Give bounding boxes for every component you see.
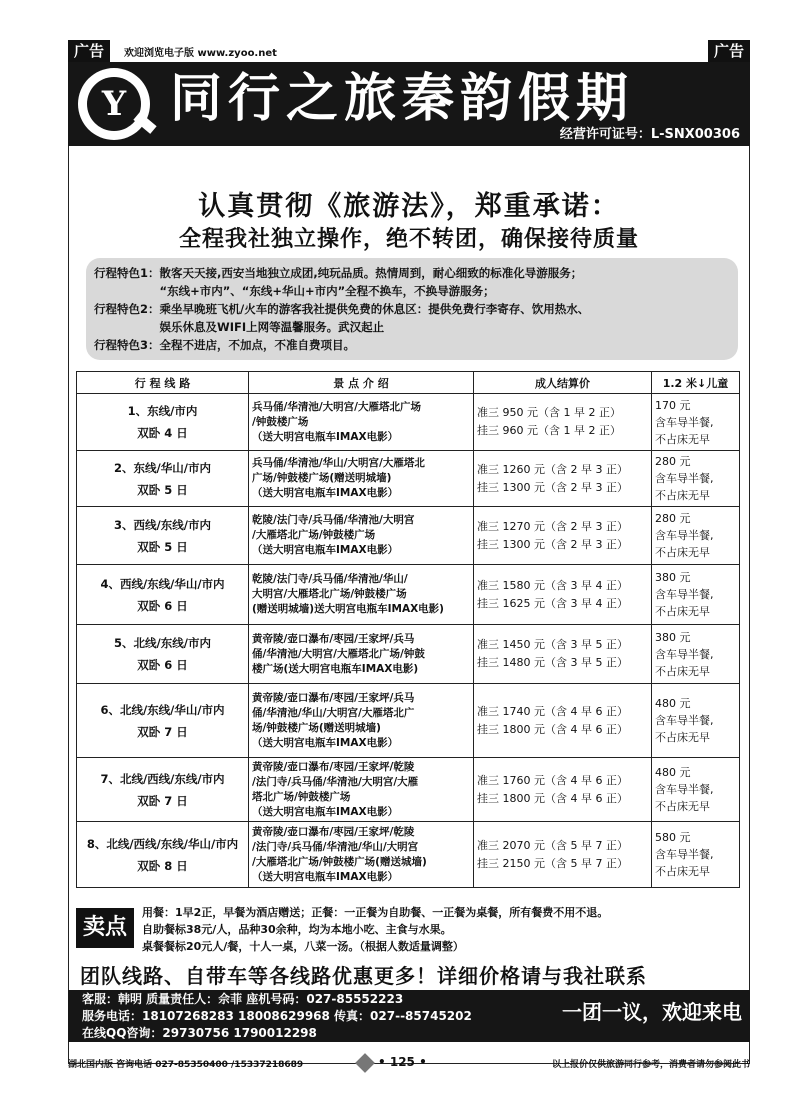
price-cell bbox=[474, 758, 652, 822]
price-line: 准三 950 元（含 1 早 2 正） bbox=[477, 406, 621, 419]
child-price-cell bbox=[652, 507, 740, 565]
spots-cell bbox=[249, 625, 474, 684]
price-cell bbox=[474, 507, 652, 565]
welcome-text: 一团一议，欢迎来电 bbox=[562, 1000, 742, 1024]
spots-cell bbox=[249, 507, 474, 565]
route-days: 双卧 5 日 bbox=[137, 539, 188, 554]
child-line: 280 元 bbox=[655, 455, 691, 468]
page-diamond-icon bbox=[355, 1053, 375, 1073]
feature-label: 行程特色2： bbox=[94, 302, 160, 316]
spot-line: (赠送明城墙)送大明宫电瓶车IMAX电影) bbox=[252, 603, 444, 615]
feature-item bbox=[94, 264, 730, 300]
child-line: 380 元 bbox=[655, 571, 691, 584]
route-days: 双卧 7 日 bbox=[137, 793, 188, 808]
route-cell bbox=[77, 394, 249, 451]
route-name: 4、西线/东线/华山/市内 bbox=[100, 576, 225, 591]
price-line: 准三 2070 元（含 5 早 7 正） bbox=[477, 838, 628, 852]
feature-item bbox=[94, 336, 730, 354]
price-line: 准三 1450 元（含 3 早 5 正） bbox=[477, 638, 628, 651]
spot-line: （送大明宫电瓶车IMAX电影） bbox=[252, 805, 399, 818]
route-days: 双卧 6 日 bbox=[137, 598, 188, 613]
feature-text: 乘坐早晚班飞机/火车的游客我社提供免费的休息区：提供免费行李寄存、饮用热水、 bbox=[159, 302, 590, 316]
child-price-cell bbox=[652, 822, 740, 888]
page-number: • 125 • bbox=[358, 1055, 427, 1070]
spot-line: 兵马俑/华清池/华山/大明宫/大雁塔北 bbox=[252, 457, 425, 469]
spot-line: （送大明宫电瓶车IMAX电影） bbox=[252, 736, 399, 749]
price-cell bbox=[474, 451, 652, 507]
route-name: 3、西线/东线/市内 bbox=[114, 517, 211, 532]
route-cell bbox=[77, 758, 249, 822]
child-line: 含车导半餐, bbox=[655, 783, 714, 796]
spots-cell bbox=[249, 394, 474, 451]
site-url-text: 欢迎浏览电子版 www.zyoo.net bbox=[124, 48, 277, 59]
route-cell bbox=[77, 451, 249, 507]
table-header-row bbox=[77, 372, 740, 394]
price-line: 挂三 2150 元（含 5 早 7 正） bbox=[477, 856, 628, 870]
selling-tag: 卖点 bbox=[76, 908, 134, 948]
header-spots: 景 点 介 绍 bbox=[249, 372, 474, 394]
child-line: 170 元 bbox=[655, 398, 691, 412]
spot-line: 兵马俑/华清池/大明宫/大雁塔北广场 bbox=[252, 400, 422, 413]
route-days: 双卧 4 日 bbox=[137, 426, 188, 440]
child-line: 480 元 bbox=[655, 697, 691, 710]
slogan: 团队线路、自带车等各线路优惠更多！详细价格请与我社联系 bbox=[80, 964, 647, 988]
route-name: 2、东线/华山/市内 bbox=[114, 460, 211, 475]
child-line: 不占床无早 bbox=[655, 489, 710, 502]
spot-line: 黄帝陵/壶口瀑布/枣园/王家坪/兵马 bbox=[252, 632, 415, 645]
route-days: 双卧 8 日 bbox=[137, 858, 188, 873]
spots-cell bbox=[249, 822, 474, 888]
route-name: 8、北线/西线/东线/华山/市内 bbox=[86, 836, 239, 851]
price-line: 准三 1260 元（含 2 早 3 正） bbox=[477, 462, 628, 476]
contact-line: 在线QQ咨询：29730756 1790012298 bbox=[82, 1026, 317, 1040]
spot-line: （送大明宫电瓶车IMAX电影） bbox=[252, 430, 399, 443]
spot-line: （送大明宫电瓶车IMAX电影） bbox=[252, 487, 399, 499]
route-days: 双卧 7 日 bbox=[137, 724, 188, 739]
child-price-cell bbox=[652, 684, 740, 758]
spot-line: 黄帝陵/壶口瀑布/枣园/王家坪/乾陵 bbox=[252, 825, 415, 838]
table-row bbox=[77, 507, 740, 565]
child-line: 含车导半餐, bbox=[655, 714, 714, 727]
route-cell bbox=[77, 565, 249, 625]
child-line: 含车导半餐, bbox=[655, 588, 714, 601]
route-name: 6、北线/东线/华山/市内 bbox=[100, 702, 225, 717]
route-name: 1、东线/市内 bbox=[127, 404, 198, 418]
price-line: 准三 1760 元（含 4 早 6 正） bbox=[477, 773, 628, 787]
price-cell bbox=[474, 822, 652, 888]
table-row bbox=[77, 684, 740, 758]
child-line: 380 元 bbox=[655, 630, 691, 644]
child-line: 含车导半餐, bbox=[655, 415, 714, 429]
table-row bbox=[77, 758, 740, 822]
child-price-cell bbox=[652, 625, 740, 684]
child-line: 含车导半餐, bbox=[655, 647, 714, 661]
route-cell bbox=[77, 507, 249, 565]
selling-line: 自助餐标38元/人，品种30余种，均为本地小吃、主食与水果。 bbox=[142, 923, 452, 936]
spot-line: /大雁塔北广场/钟鼓楼广场(赠送城墙) bbox=[252, 855, 427, 868]
selling-line: 用餐：1早2正，早餐为酒店赠送；正餐：一正餐为自助餐、一正餐为桌餐，所有餐费不用不退。 bbox=[142, 906, 609, 919]
route-days: 双卧 5 日 bbox=[137, 482, 188, 497]
contact-bar bbox=[68, 990, 750, 1042]
spot-line: 俑/华清池/华山/大明宫/大雁塔北广 bbox=[252, 706, 415, 719]
table-row bbox=[77, 565, 740, 625]
spots-cell bbox=[249, 758, 474, 822]
price-line: 挂三 1800 元（含 4 早 6 正） bbox=[477, 791, 628, 805]
table-row bbox=[77, 625, 740, 684]
child-line: 580 元 bbox=[655, 831, 691, 844]
route-table bbox=[76, 371, 740, 888]
spot-line: 黄帝陵/壶口瀑布/枣园/王家坪/乾陵 bbox=[252, 760, 415, 773]
spot-line: 乾陵/法门寺/兵马俑/华清池/华山/ bbox=[252, 573, 408, 585]
child-line: 不占床无早 bbox=[655, 546, 710, 559]
child-line: 含车导半餐, bbox=[655, 529, 714, 542]
price-line: 准三 1740 元（含 4 早 6 正） bbox=[477, 704, 628, 718]
child-price-cell bbox=[652, 758, 740, 822]
child-price-cell bbox=[652, 394, 740, 451]
footer-right: 以上报价仅供旅游同行参考，消费者请勿参阅此书 bbox=[551, 1060, 750, 1070]
price-line: 挂三 1625 元（含 3 早 4 正） bbox=[477, 596, 628, 610]
spot-line: 黄帝陵/壶口瀑布/枣园/王家坪/兵马 bbox=[252, 691, 415, 704]
header-route: 行 程 线 路 bbox=[77, 372, 249, 394]
spot-line: 广场/钟鼓楼广场(赠送明城墙) bbox=[252, 472, 392, 484]
logo-letter: Y bbox=[87, 77, 141, 131]
route-name: 5、北线/东线/市内 bbox=[114, 636, 211, 650]
child-line: 含车导半餐, bbox=[655, 472, 714, 485]
q-logo-icon bbox=[78, 68, 150, 140]
spot-line: /钟鼓楼广场 bbox=[252, 415, 309, 428]
table-row bbox=[77, 451, 740, 507]
spot-line: /法门寺/兵马俑/华清池/大明宫/大雁 bbox=[252, 775, 419, 788]
spot-line: 场/钟鼓楼广场(赠送明城墙) bbox=[252, 721, 381, 734]
route-cell bbox=[77, 684, 249, 758]
price-cell bbox=[474, 625, 652, 684]
spot-line: 俑/华清池/大明宫/大雁塔北广场/钟鼓 bbox=[252, 647, 425, 660]
ad-label-left: 广告 bbox=[68, 40, 110, 62]
spot-line: （送大明宫电瓶车IMAX电影） bbox=[252, 870, 399, 883]
feature-text: 娱乐休息及WIFI上网等温馨服务。武汉起止 bbox=[159, 320, 385, 334]
child-line: 不占床无早 bbox=[655, 432, 710, 446]
spot-line: 大明宫/大雁塔北广场/钟鼓楼广场 bbox=[252, 588, 407, 600]
route-days: 双卧 6 日 bbox=[137, 658, 188, 672]
price-cell bbox=[474, 394, 652, 451]
price-line: 挂三 1300 元（含 2 早 3 正） bbox=[477, 480, 628, 494]
route-cell bbox=[77, 625, 249, 684]
child-line: 不占床无早 bbox=[655, 865, 710, 878]
spots-cell bbox=[249, 684, 474, 758]
feature-text: 散客天天接,西安当地独立成团,纯玩品质。热情周到，耐心细致的标准化导游服务； bbox=[159, 266, 583, 280]
spot-line: 楼广场(送大明宫电瓶车IMAX电影) bbox=[252, 662, 419, 675]
child-line: 不占床无早 bbox=[655, 605, 710, 618]
child-price-cell bbox=[652, 565, 740, 625]
brand-banner bbox=[68, 62, 750, 146]
spot-line: /法门寺/兵马俑/华清池/华山/大明宫 bbox=[252, 840, 419, 853]
header-adult-price: 成人结算价 bbox=[474, 372, 652, 394]
brand-title: 同行之旅秦韵假期 bbox=[170, 69, 635, 129]
spot-line: /大雁塔北广场/钟鼓楼广场 bbox=[252, 529, 376, 541]
spots-cell bbox=[249, 565, 474, 625]
price-cell bbox=[474, 565, 652, 625]
feature-text: “东线+市内”、“东线+华山+市内”全程不换车，不换导游服务； bbox=[159, 284, 495, 298]
child-line: 480 元 bbox=[655, 766, 691, 779]
footer-left: 湖北国内版 咨询电话 027-85350400 /15337218689 bbox=[68, 1060, 304, 1070]
price-line: 准三 1580 元（含 3 早 4 正） bbox=[477, 578, 628, 592]
child-line: 不占床无早 bbox=[655, 664, 710, 678]
price-line: 准三 1270 元（含 2 早 3 正） bbox=[477, 519, 628, 533]
price-line: 挂三 1800 元（含 4 早 6 正） bbox=[477, 722, 628, 736]
feature-label: 行程特色1： bbox=[94, 266, 160, 280]
price-cell bbox=[474, 684, 652, 758]
spot-line: 塔北广场/钟鼓楼广场 bbox=[252, 790, 351, 803]
table-row bbox=[77, 394, 740, 451]
headline-sub: 全程我社独立操作，绝不转团，确保接待质量 bbox=[178, 227, 639, 252]
child-line: 不占床无早 bbox=[655, 731, 710, 744]
contact-line: 客服：韩明 质量责任人：佘菲 座机号码：027-85552223 bbox=[82, 992, 404, 1006]
price-line: 挂三 960 元（含 1 早 2 正） bbox=[477, 424, 621, 437]
table-row bbox=[77, 822, 740, 888]
child-line: 含车导半餐, bbox=[655, 848, 714, 861]
child-price-cell bbox=[652, 451, 740, 507]
route-cell bbox=[77, 822, 249, 888]
price-line: 挂三 1300 元（含 2 早 3 正） bbox=[477, 537, 628, 551]
spot-line: （送大明宫电瓶车IMAX电影） bbox=[252, 544, 399, 556]
license-number: 经营许可证号：L-SNX00306 bbox=[559, 127, 740, 142]
price-line: 挂三 1480 元（含 3 早 5 正） bbox=[477, 656, 628, 669]
feature-label: 行程特色3： bbox=[94, 338, 160, 352]
features-box bbox=[86, 258, 738, 360]
feature-item bbox=[94, 300, 730, 336]
header-child-price: 1.2 米↓儿童 bbox=[652, 372, 740, 394]
spots-cell bbox=[249, 451, 474, 507]
spot-line: 乾陵/法门寺/兵马俑/华清池/大明宫 bbox=[252, 514, 415, 526]
page-footer bbox=[68, 1055, 750, 1071]
ad-label-right: 广告 bbox=[708, 40, 750, 62]
child-line: 不占床无早 bbox=[655, 800, 710, 813]
child-line: 280 元 bbox=[655, 512, 691, 525]
selling-points bbox=[76, 902, 740, 958]
route-name: 7、北线/西线/东线/市内 bbox=[100, 771, 225, 786]
selling-line: 桌餐餐标20元人/餐，十人一桌，八菜一汤。（根据人数适量调整） bbox=[142, 940, 464, 953]
headline-main: 认真贯彻《旅游法》，郑重承诺： bbox=[198, 191, 620, 222]
contact-line: 服务电话：18107268283 18008629968 传真：027--85745202 bbox=[82, 1009, 472, 1023]
feature-text: 全程不进店，不加点，不准自费项目。 bbox=[159, 338, 356, 352]
